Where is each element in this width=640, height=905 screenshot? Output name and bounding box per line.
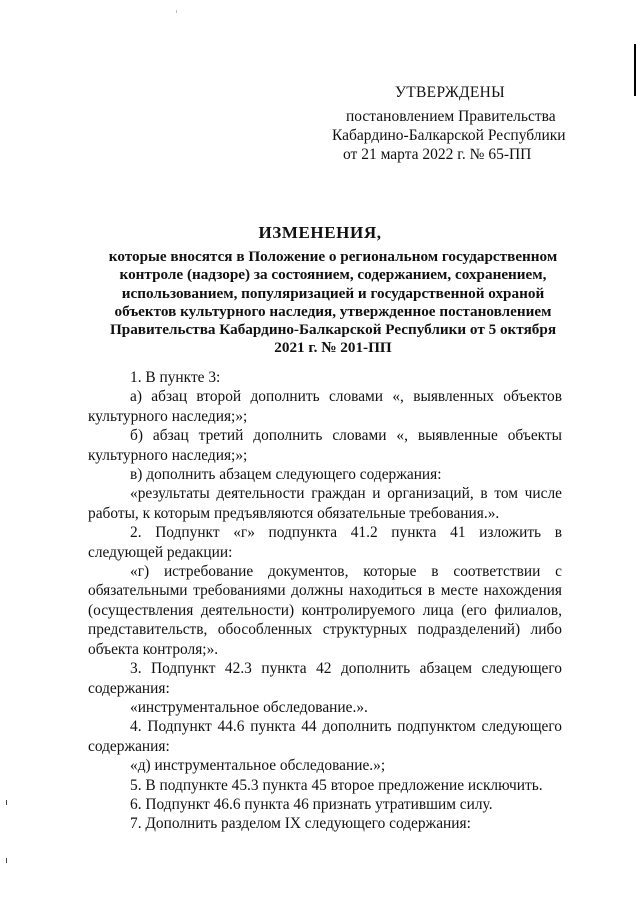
paragraph: «д) инструментальное обследование.»; bbox=[130, 757, 386, 775]
scan-mark bbox=[176, 10, 177, 13]
paragraph: «г) истребование документов, которые в соответствии с обязательными требованиями должны находиться в месте нахождения (осуществления деятельности) контролируемого лица (его филиалов, представительств, обособленных структурных подразделений) либо объекта контроля;». bbox=[88, 563, 562, 658]
scan-mark bbox=[6, 800, 7, 805]
paragraph: «инструментальное обследование.». bbox=[130, 698, 368, 716]
approval-title: УТВЕРЖДЕНЫ bbox=[395, 84, 505, 101]
approval-line: постановлением Правительства bbox=[346, 108, 556, 125]
document-title: ИЗМЕНЕНИЯ, bbox=[258, 223, 382, 242]
document-subtitle: которые вносятся в Положение о региональном государственном контроле (надзоре) за состоянием, содержанием, сохранением, использованием, популяризацией и государственной охраной объектов культурного наследия, утвержденное постановлением Правительства Кабардино-Балкарской Республики от 5 октября 2021 г. № 201-ПП bbox=[108, 248, 558, 357]
document-body bbox=[88, 368, 562, 834]
paragraph: 1. В пункте 3: bbox=[130, 369, 221, 386]
paragraph: в) дополнить абзацем следующего содержания: bbox=[130, 466, 442, 484]
paragraph: 6. Подпункт 46.6 пункта 46 признать утратившим силу. bbox=[130, 795, 493, 813]
document-heading bbox=[0, 223, 640, 243]
paragraph: а) абзац второй дополнить словами «, выявленных объектов культурного наследия;»; bbox=[88, 388, 562, 425]
paragraph: 4. Подпункт 44.6 пункта 44 дополнить подпунктом следующего содержания: bbox=[88, 718, 562, 755]
paragraph: 5. В подпункте 45.3 пункта 45 второе предложение исключить. bbox=[130, 776, 543, 794]
paragraph: «результаты деятельности граждан и организаций, в том числе работы, к которым предъявляются обязательные требования.». bbox=[88, 485, 562, 522]
approval-line: Кабардино-Балкарской Республики bbox=[332, 127, 566, 144]
scan-mark bbox=[6, 858, 7, 863]
scan-edge-line bbox=[634, 44, 636, 96]
paragraph: б) абзац третий дополнить словами «, выявленные объекты культурного наследия;»; bbox=[88, 427, 562, 464]
approval-line: от 21 марта 2022 г. № 65-ПП bbox=[343, 146, 532, 163]
paragraph: 7. Дополнить разделом IX следующего содержания: bbox=[130, 815, 471, 833]
paragraph: 3. Подпункт 42.3 пункта 42 дополнить абзацем следующего содержания: bbox=[88, 660, 562, 697]
paragraph: 2. Подпункт «г» подпункта 41.2 пункта 41 изложить в следующей редакции: bbox=[88, 524, 562, 561]
